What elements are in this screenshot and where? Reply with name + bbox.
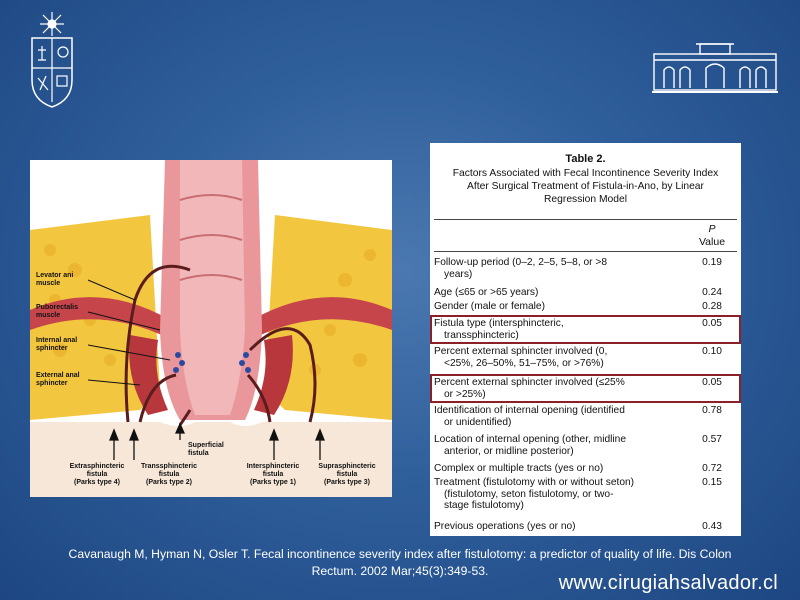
table-top-rule (434, 219, 737, 220)
label-extrasphincteric: Extrasphincteric fistula (Parks type 4) (69, 463, 125, 486)
label-suprasphincteric: Suprasphincteric fistula (Parks type 3) (318, 463, 376, 486)
table-header-rule (434, 251, 737, 252)
star-icon (40, 12, 64, 36)
citation-line-2: Rectum. 2002 Mar;45(3):349-53. (311, 564, 489, 578)
label-transsphincteric: Transsphincteric fistula (Parks type 2) (140, 463, 198, 486)
label-external-sphincter: External anal sphincter (36, 372, 80, 387)
website-url: www.cirugiahsalvador.cl (558, 572, 778, 594)
label-internal-sphincter: Internal anal sphincter (36, 337, 78, 352)
label-intersphincteric: Intersphincteric fistula (Parks type 1) (246, 463, 300, 486)
column-header-value: Value (698, 236, 726, 248)
column-header-p: P (708, 223, 716, 235)
citation-line-1: Cavanaugh M, Hyman N, Osler T. Fecal incontinence severity index after fistulotomy: a predictor of quality of life. Dis Colon (68, 547, 732, 561)
university-crest-logo (26, 10, 78, 110)
anal-fistula-anatomy-figure (30, 160, 392, 497)
label-levator-ani: Levator ani muscle (36, 272, 74, 287)
highlight-box-fistula-type (430, 315, 741, 344)
table-title: Table 2. (565, 153, 606, 165)
regression-table: Table 2. Factors Associated with Fecal Incontinence Severity Index After Surgical Treatment of Fistula-in-Ano, by Linear Regression Model P Value Follow-up period (0–2, 2–5, 5–8, or >8 years) 0.19 Age (≤65 or >65 years) 0.24 Gender (male or female) 0.28 Fistula type (intersphincteric, transsphincteric) 0.05 Percent external sphincter involved (0, <25%, 26–50%, 51–75%, or >76%) 0.10 Percent external sphincter involved (≤25% or >25%) 0.05 Identification of internal opening (identified or unidentified) 0.78 Location of internal opening (other, midline anterior, or midline posterior) 0.57 Complex or multiple tracts (yes or no) 0.72 Treatment (fistulotomy with or without seton) (fistulotomy, seton fistulotomy, or two- stage fistulotomy) 0.15 Previous operations (yes or no) 0.43 (430, 143, 741, 536)
label-superficial-fistula: Superficial fistula (188, 442, 224, 457)
table-caption: Factors Associated with Fecal Incontinence Severity Index After Surgical Treatment of Fistula-in-Ano, by Linear Regression Model (452, 168, 719, 205)
hospital-building-logo (650, 40, 780, 95)
highlight-box-sphincter-percent (430, 374, 741, 403)
label-puborectalis: Puborectalis muscle (36, 304, 79, 319)
